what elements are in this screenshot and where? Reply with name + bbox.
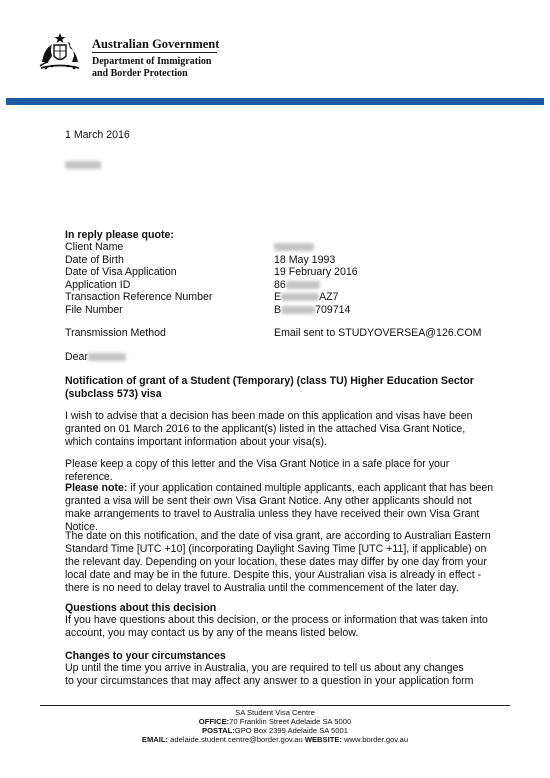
redaction bbox=[281, 306, 315, 314]
recipient-name-redacted bbox=[65, 156, 101, 174]
field-value: Email sent to STUDYOVERSEA@126.COM bbox=[274, 327, 482, 339]
paragraph-keep-copy: Please keep a copy of this letter and the Visa Grant Notice in a safe place for your reference. bbox=[65, 458, 450, 483]
changes-heading: Changes to your circumstances bbox=[65, 650, 226, 662]
letter-subject: Notification of grant of a Student (Temporary) (class TU) Higher Education Sector (subclass 573) visa bbox=[65, 375, 474, 400]
questions-text: If you have questions about this decision, or the process or information that was taken into account, you may contact us by any of the means listed below. bbox=[65, 614, 488, 639]
field-transmission bbox=[65, 327, 495, 340]
changes-line-1: Up until the time you arrive in Australia, you are required to tell us about any changes bbox=[65, 662, 464, 674]
email-label: EMAIL: bbox=[141, 735, 169, 744]
field-label: Client Name bbox=[65, 241, 124, 253]
office-address: 70 Franklin Street Adelaide SA 5000 bbox=[229, 717, 352, 726]
redaction bbox=[88, 353, 126, 361]
footer-office bbox=[0, 717, 550, 726]
field-value: 86 bbox=[274, 279, 286, 291]
department-line-2: and Border Protection bbox=[92, 68, 188, 79]
field-value-suffix: 709714 bbox=[315, 304, 351, 316]
office-label: OFFICE: bbox=[198, 717, 230, 726]
coat-of-arms-icon bbox=[38, 32, 82, 72]
footer-rule bbox=[40, 705, 510, 706]
postal-address: GPO Box 2399 Adelaide SA 5001 bbox=[234, 726, 348, 735]
field-label: Application ID bbox=[65, 279, 131, 291]
field-value: 19 February 2016 bbox=[274, 266, 358, 278]
quote-heading: In reply please quote: bbox=[65, 229, 174, 241]
field-value: 18 May 1993 bbox=[274, 254, 336, 266]
email-link[interactable]: adelaide.student.centre@border.gov.au bbox=[168, 735, 305, 744]
field-label: Date of Visa Application bbox=[65, 266, 177, 278]
field-value-redacted bbox=[274, 241, 314, 253]
field-value-prefix: E bbox=[274, 291, 282, 303]
paragraph-date-info: The date on this notification, and the date of visa grant, are according to Australian Eastern Standard Time [UTC +10] (incorporating Daylight Saving Time [UTC +11], if applicable) on the relevant day. Depending on your location, these dates may differ by one day from your local date and may be in the future. Despite this, your Australian visa is already in effect - there is no need to delay travel to Australia until the commencement of the later day. bbox=[65, 530, 491, 594]
government-title: Australian Government bbox=[92, 37, 220, 51]
footer-postal bbox=[0, 726, 550, 735]
redaction bbox=[281, 293, 319, 301]
field-label: Date of Birth bbox=[65, 254, 124, 266]
postal-label: POSTAL: bbox=[202, 726, 235, 735]
field-label: Transaction Reference Number bbox=[65, 291, 213, 303]
header-band bbox=[6, 98, 544, 105]
department-line-1: Department of Immigration bbox=[92, 56, 212, 67]
field-application-date bbox=[65, 266, 495, 279]
department-name bbox=[92, 56, 211, 80]
website-link[interactable]: www.border.gov.au bbox=[341, 735, 409, 744]
salutation-text: Dear bbox=[65, 351, 88, 363]
field-value-prefix: B bbox=[274, 304, 282, 316]
changes-line-2: to your circumstances that may affect any answer to a question in your application form bbox=[65, 675, 474, 687]
letter-date: 1 March 2016 bbox=[65, 129, 130, 141]
questions-heading: Questions about this decision bbox=[65, 602, 217, 614]
salutation bbox=[65, 351, 495, 364]
field-label: Transmission Method bbox=[65, 327, 166, 339]
footer-contact bbox=[0, 735, 550, 744]
field-file-number bbox=[65, 304, 495, 317]
field-client-name bbox=[65, 241, 495, 254]
field-transaction-reference bbox=[65, 291, 495, 304]
please-note-lead: Please note: bbox=[65, 482, 128, 494]
footer-centre: SA Student Visa Centre bbox=[235, 708, 315, 717]
paragraph-please-note bbox=[65, 482, 495, 534]
please-note-text: if your application contained multiple applicants, each applicant that has been granted a visa will be sent their own Visa Grant Notice. Any other applicants should not make arrangements to travel to Australia unless they have received their own Visa Grant Notice. bbox=[65, 482, 494, 533]
field-label: File Number bbox=[65, 304, 123, 316]
header-rule bbox=[92, 52, 217, 53]
field-value-suffix: AZ7 bbox=[319, 291, 339, 303]
website-label: WEBSITE: bbox=[304, 735, 342, 744]
redaction bbox=[286, 281, 320, 289]
paragraph-decision: I wish to advise that a decision has been made on this application and visas have been granted on 01 March 2016 to the applicant(s) listed in the attached Visa Grant Notice, which contains important information about your visa(s). bbox=[65, 410, 473, 448]
